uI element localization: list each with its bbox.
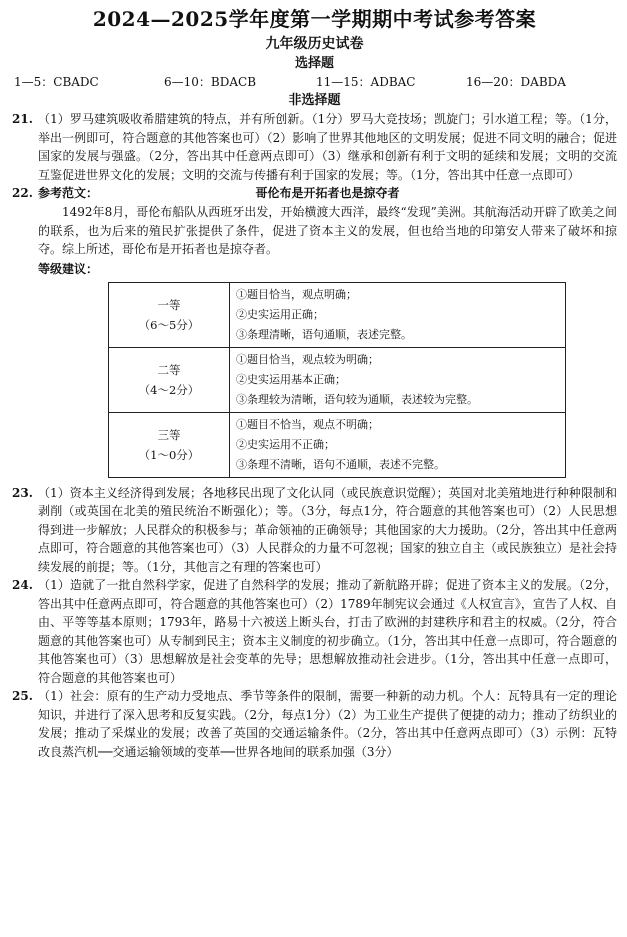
grade-criterion: ③条理较为清晰，语句较为通顺，表述较为完整。 [236,392,478,406]
grade-level: 二等 [157,362,181,377]
question-number: 23. [12,485,33,500]
essay-label: 参考范文： [38,186,99,200]
question-23 [12,484,617,577]
question-answer-text: （1）社会：原有的生产动力受地点、季节等条件的限制，需要一种新的动力机。个人：瓦特具有一定的理论知识，并进行了深入思考和反复实践。（2分，每点1分）（2）为工业生产提供了便捷的动力；推动了纺织业的发展；推动了采煤业的发展；改善了英国的交通运输条件。（2分，答出其中任意两点即可）（3）示例：瓦特改良蒸汽机──交通运输领域的变革──世界各地间的联系加强（3分） [38,689,617,759]
grade-row [109,412,566,477]
nonchoice-section-heading: 非选择题 [288,93,341,108]
choice-answer-group: 11—15：ADBAC [316,75,416,89]
grade-row [109,347,566,412]
grade-criterion: ①题目恰当，观点明确； [236,287,357,301]
grade-suggestion-label: 等级建议： [38,261,99,276]
grade-criterion: ①题目恰当，观点较为明确； [236,352,379,366]
grade-score: （6～5分） [138,317,200,332]
grade-row [109,282,566,347]
grade-level-cell [109,347,230,412]
question-number: 22. [12,186,33,200]
choice-answer-group: 1—5：CBADC [14,75,99,89]
grade-criterion: ②史实运用不正确； [236,437,335,451]
grade-level-cell [109,412,230,477]
essay-text: 1492年8月，哥伦布船队从西班牙出发，开始横渡大西洋，最终“发现”美洲。其航海活动开辟了欧美之间的联系，也为后来的殖民扩张提供了条件，促进了资本主义的发展，但也给当地的印第安人带来了破坏和掠夺。综上所述，哥伦布是开拓者也是掠夺者。 [38,205,617,256]
grade-criteria-cell [230,282,566,347]
grade-criterion: ①题目不恰当，观点不明确； [236,417,379,431]
question-25 [12,687,617,761]
grade-criteria-cell [230,412,566,477]
grade-level: 三等 [157,427,181,442]
grade-criterion: ③条理不清晰，语句不通顺，表述不完整。 [236,457,445,471]
question-21 [12,110,617,184]
grade-level-cell [109,282,230,347]
question-number: 21. [12,112,33,126]
grade-level: 一等 [157,297,181,312]
grade-criterion: ②史实运用正确； [236,307,324,321]
grade-score: （1～0分） [138,447,200,462]
choice-answers-row [12,73,617,91]
question-22 [12,184,617,478]
essay-header [12,184,617,203]
grade-criterion: ③条理清晰，语句通顺，表述完整。 [236,327,412,341]
choice-answer-group: 16—20：DABDA [466,75,566,89]
choice-answer-group: 6—10：BDACB [164,75,257,89]
question-answer-text: （1）造就了一批自然科学家，促进了自然科学的发展；推动了新航路开辟；促进了资本主义的发展。（2分，答出其中任意两点即可，符合题意的其他答案也可）（2）1789年制宪议会通过《人权宣言》，宣告了人权、自由、平等等基本原则；1793年，路易十六被送上断头台，打击了欧洲的封建秩序和君主的权威。（2分，符合题意的其他答案也可）从专制到民主；资本主义制度的初步确立。（1分，答出其中任意一点即可，符合题意的其他答案也可）（3）思想解放是社会变革的先导；思想解放推动社会进步。（1分，答出其中任意一点即可，符合题意的其他答案也可） [38,578,617,685]
essay-title: 哥伦布是开拓者也是掠夺者 [255,186,400,200]
grade-criterion: ②史实运用基本正确； [236,372,346,386]
grade-criteria-cell [230,347,566,412]
question-number: 24. [12,578,33,592]
question-answer-text: （1）资本主义经济得到发展；各地移民出现了文化认同（或民族意识觉醒）；英国对北美殖地进行种种限制和剥削（或英国在北美的殖民统治不断强化）；等。（3分，每点1分，符合题意的其他答案也可）（2）人民思想得到进一步解放；人民群众的积极参与；革命领袖的正确领导；其他国家的大力援助。（2分，答出其中任意两点即可，符合题意的其他答案也可）（3）人民群众的力量不可忽视；国家的独立自主（或民族独立）是社会持续发展的前提；等。（1分，其他言之有理的答案也可） [38,485,617,574]
question-answer-text: （1）罗马建筑吸收希腊建筑的特点，并有所创新。（1分）罗马大竞技场；凯旋门；引水道工程；等。（1分，举出一例即可，符合题意的其他答案也可）（2）影响了世界其他地区的文明发展；促进不同文明的融合；促进国家的发展与强盛。（2分，答出其中任意两点即可）（3）继承和创新有利于文明的延续和发展；文明的交流互鉴促进世界文化的发展；文明的交流与传播有利于国家的发展；等。（1分，答出其中任意一点即可） [38,112,617,182]
question-number: 25. [12,689,33,703]
grade-score: （4～2分） [138,382,200,397]
exam-subtitle: 九年级历史试卷 [265,36,364,52]
grade-table [108,282,566,478]
page-title: 2024—2025学年度第一学期期中考试参考答案 [92,7,537,31]
question-24 [12,576,617,687]
choice-section-heading: 选择题 [294,56,334,71]
